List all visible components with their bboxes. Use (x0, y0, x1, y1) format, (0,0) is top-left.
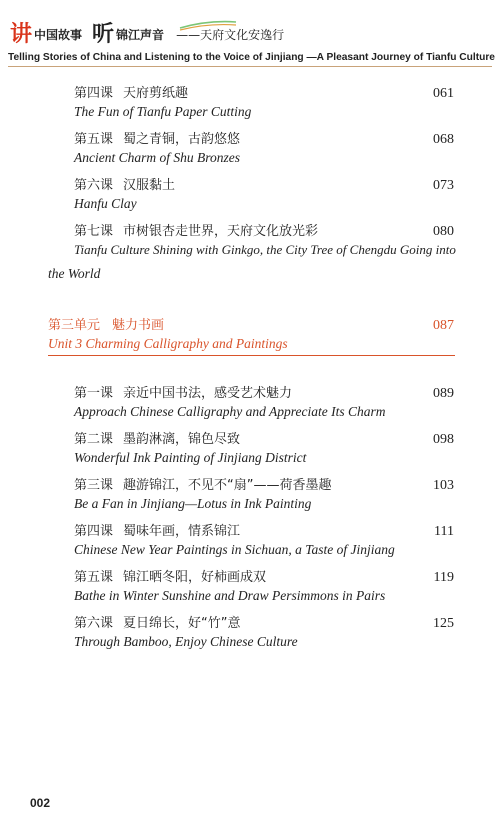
toc-page-number: 061 (433, 86, 454, 101)
toc-entry-lesson-4[interactable] (74, 82, 454, 102)
unit-3-rule (48, 355, 455, 356)
header-mark-ting: 听 (92, 21, 115, 47)
toc-page-number: 119 (433, 570, 454, 585)
header-mark-jiang: 讲 (10, 21, 33, 47)
toc-en-title: Wonderful Ink Painting of Jinjiang District (74, 450, 307, 465)
toc-entry-u3-lesson-3[interactable] (74, 474, 454, 494)
toc-entry-u3-lesson-2[interactable] (74, 428, 454, 448)
toc-cn-title: 第五课 锦江晒冬阳，好柿画成双 (74, 570, 267, 585)
toc-en-title: Through Bamboo, Enjoy Chinese Culture (74, 634, 298, 649)
unit-3-page-number: 087 (433, 318, 454, 333)
toc-en-title: The Fun of Tianfu Paper Cutting (74, 104, 252, 119)
toc-en-title: Ancient Charm of Shu Bronzes (74, 150, 240, 165)
toc-entry-u3-lesson-6[interactable] (74, 612, 454, 632)
toc-en-title-continued: the World (48, 266, 101, 281)
toc-cn-title: 第三课 趣游锦江，不见不“扇”——荷香墨趣 (74, 478, 332, 493)
toc-en-title: Bathe in Winter Sunshine and Draw Persimmons in Pairs (74, 588, 386, 603)
header-rule (8, 66, 492, 67)
toc-entry-u3-lesson-4[interactable] (74, 520, 454, 540)
toc-entry-u3-lesson-1[interactable] (74, 382, 454, 402)
header-swoosh-decoration (178, 18, 238, 32)
toc-page-number: 089 (433, 386, 454, 401)
toc-cn-title: 第一课 亲近中国书法，感受艺术魅力 (74, 386, 293, 401)
toc-page-number: 080 (433, 224, 454, 239)
toc-entry-u3-lesson-5[interactable] (74, 566, 454, 586)
page-number: 002 (30, 796, 51, 810)
unit-3-heading[interactable] (48, 314, 454, 334)
header-subtitle: ——天府文化安逸行 (176, 27, 285, 42)
toc-page-number: 073 (433, 178, 454, 193)
running-header (0, 0, 500, 70)
toc-page-number: 111 (434, 524, 454, 539)
toc-page-number: 098 (433, 432, 454, 447)
header-text-jinjiang-voice: 锦江声音 (116, 27, 165, 42)
toc-cn-title: 第二课 墨韵淋漓，锦色尽致 (74, 432, 241, 447)
toc-en-title: Tianfu Culture Shining with Ginkgo, the City Tree of Chengdu Going into (74, 242, 456, 257)
toc-entry-lesson-7[interactable] (74, 220, 454, 240)
toc-en-title: Be a Fan in Jinjiang—Lotus in Ink Painting (74, 496, 312, 511)
header-title-row (10, 20, 284, 48)
toc-cn-title: 第七课 市树银杏走世界，天府文化放光彩 (74, 224, 319, 239)
toc-page-number: 103 (433, 478, 454, 493)
unit-3-en-title: Unit 3 Charming Calligraphy and Paintings (48, 336, 288, 351)
toc-cn-title: 第四课 天府剪纸趣 (74, 86, 189, 101)
toc-page-number: 068 (433, 132, 454, 147)
toc-cn-title: 第六课 夏日绵长，好“竹”意 (74, 616, 241, 631)
toc-cn-title: 第四课 蜀味年画，情系锦江 (74, 524, 241, 539)
toc-entry-lesson-6[interactable] (74, 174, 454, 194)
toc-page-number: 125 (433, 616, 454, 631)
header-text-china-story: 中国故事 (34, 27, 83, 42)
header-english-title: Telling Stories of China and Listening to the Voice of Jinjiang —A Pleasant Journey of Tianfu Culture (8, 52, 495, 63)
toc-en-title: Chinese New Year Paintings in Sichuan, a Taste of Jinjiang (74, 542, 395, 557)
toc-entry-lesson-5[interactable] (74, 128, 454, 148)
toc-en-title: Approach Chinese Calligraphy and Appreciate Its Charm (74, 404, 386, 419)
toc-cn-title: 第五课 蜀之青铜，古韵悠悠 (74, 132, 241, 147)
toc-cn-title: 第六课 汉服黏土 (74, 178, 176, 193)
toc-en-title: Hanfu Clay (74, 196, 137, 211)
unit-3-cn-title: 第三单元 魅力书画 (48, 318, 165, 333)
